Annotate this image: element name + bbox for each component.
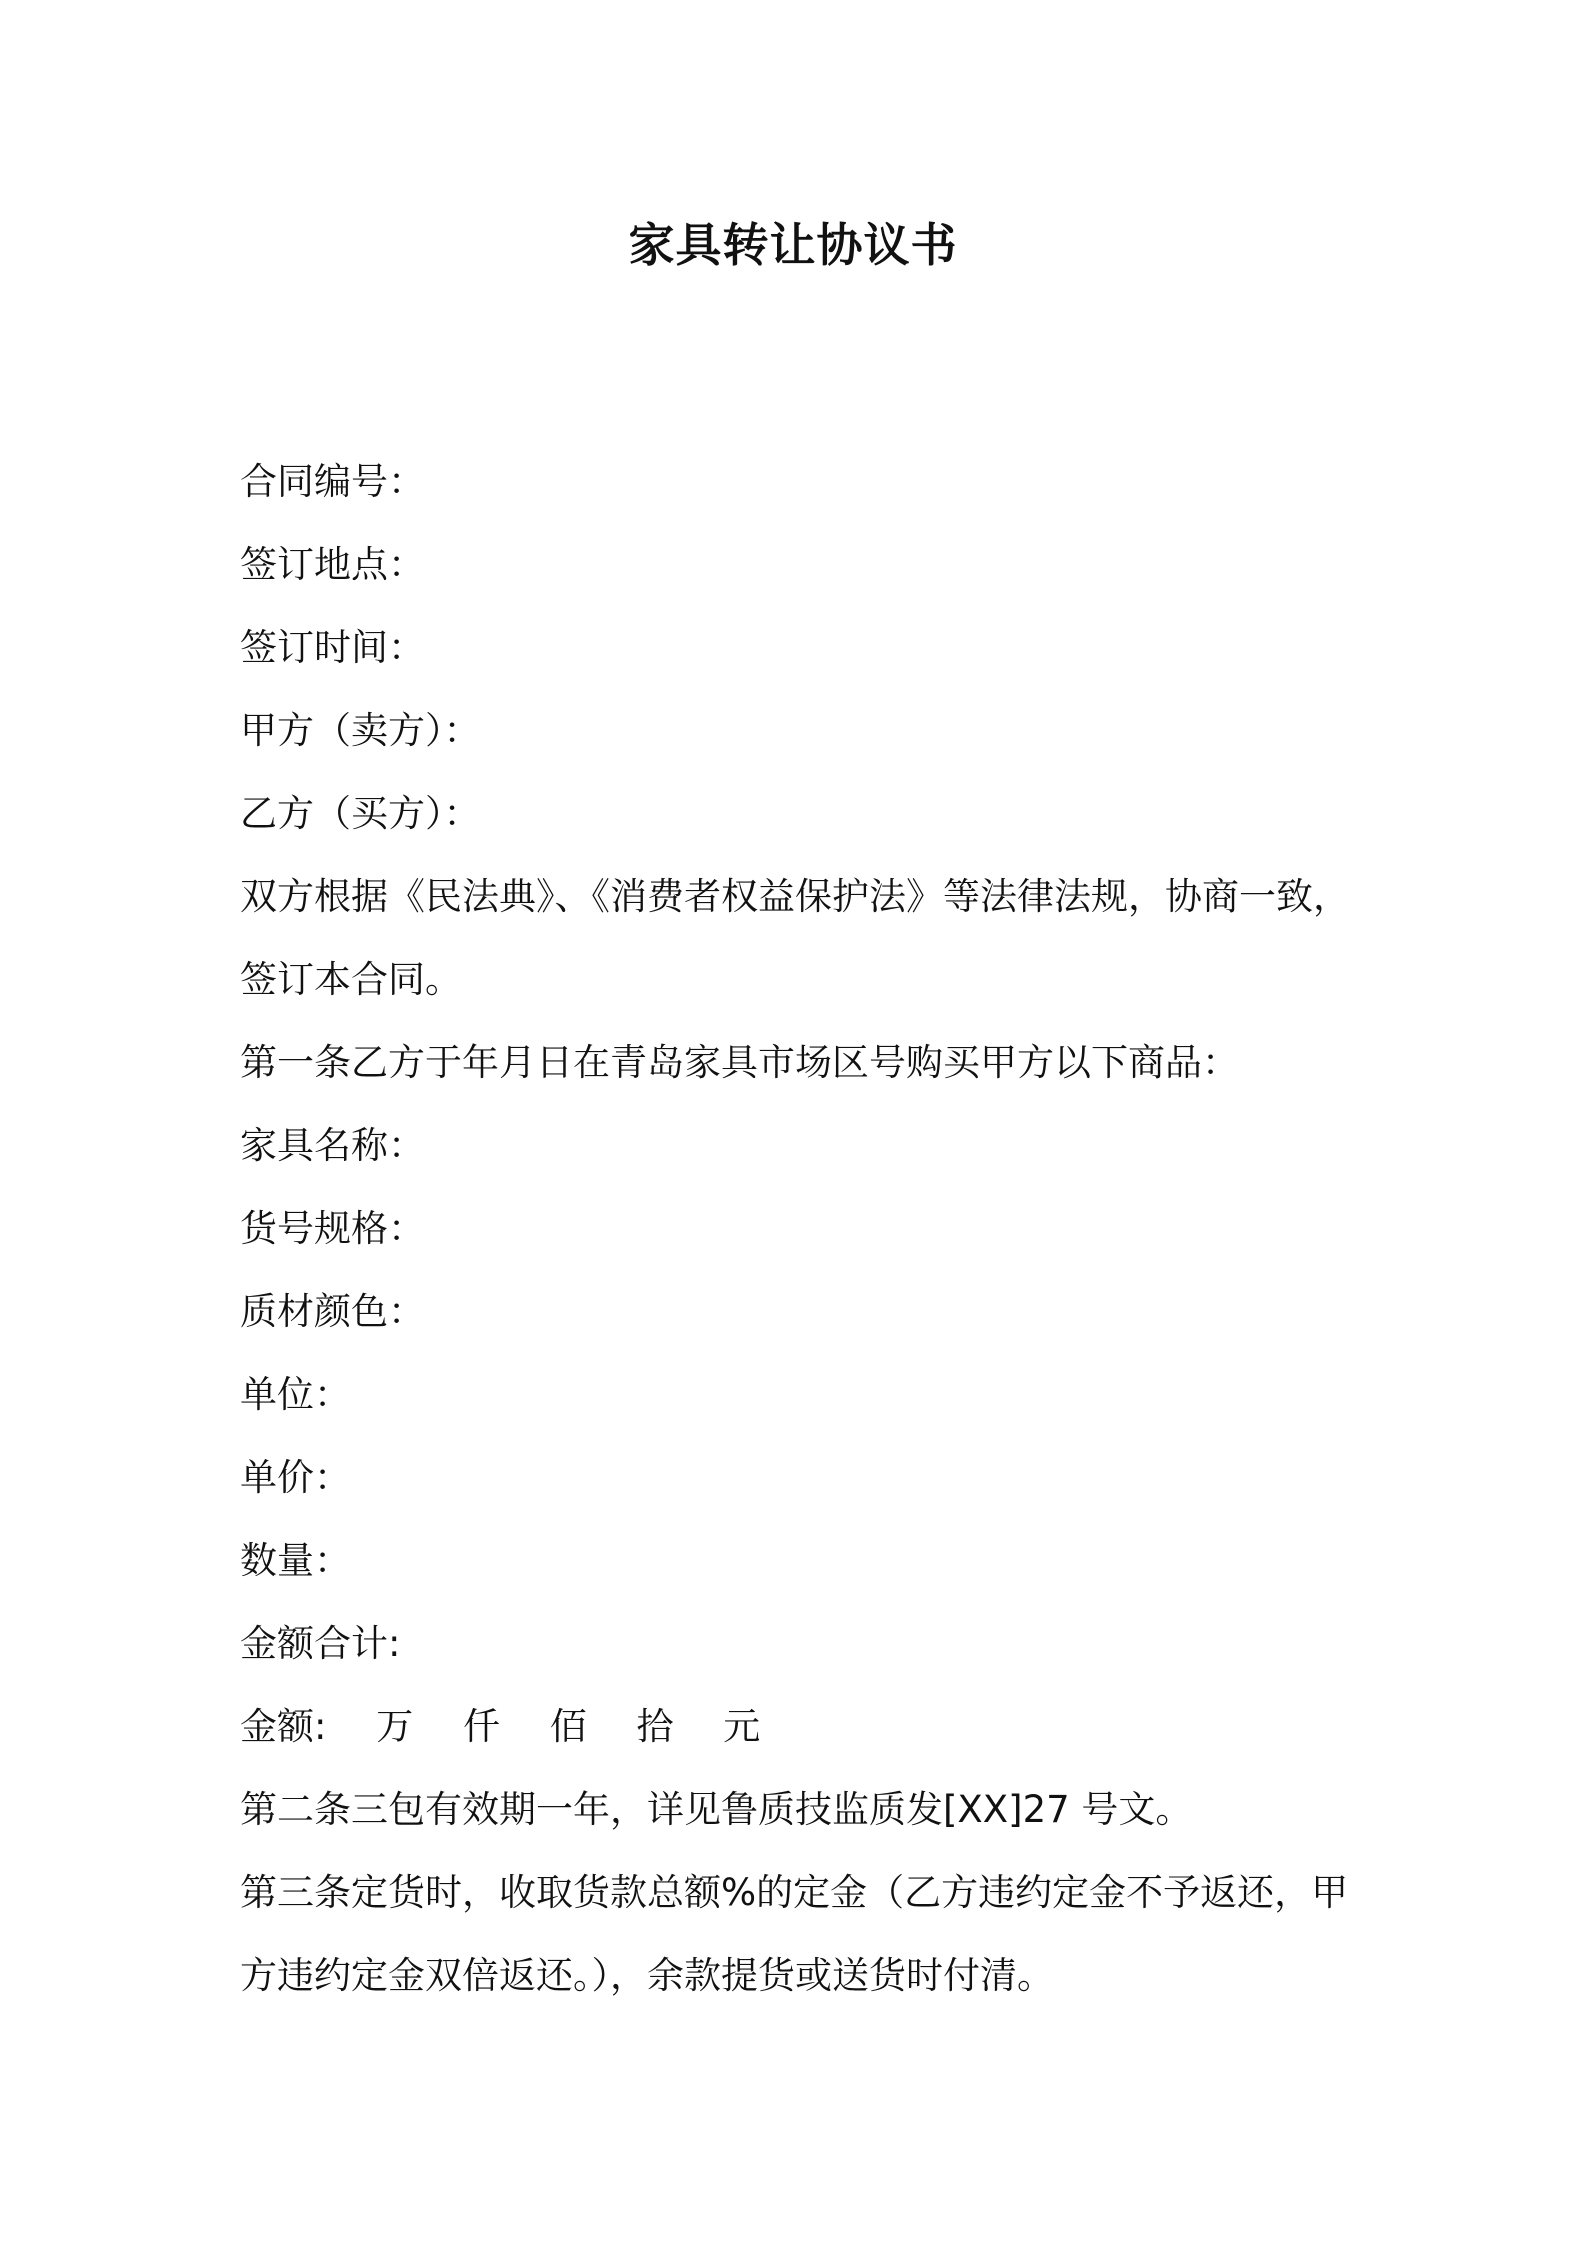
amount-unit-yuan: 元 (723, 1705, 761, 1748)
total-amount-line: 金额合计: (240, 1622, 401, 1665)
amount-in-words-line (240, 1685, 1370, 1768)
preamble-line-1: 双方根据《民法典》、《消费者权益保护法》等法律法规，协商一致， (240, 875, 1350, 918)
amount-unit-wan: 万 (376, 1705, 414, 1748)
amount-unit-qian: 仟 (463, 1705, 500, 1748)
furniture-name-line: 家具名称： (240, 1124, 425, 1167)
material-color-line: 质材颜色： (240, 1290, 425, 1333)
article-3-line-2: 方违约定金双倍返还。），余款提货或送货时付清。 (240, 1954, 1054, 1997)
unit-price-line: 单价： (240, 1456, 351, 1499)
article-2-line: 第二条三包有效期一年，详见鲁质技监质发[XX]27 号文。 (240, 1788, 1193, 1831)
party-b-line: 乙方（买方）： (240, 792, 481, 835)
amount-unit-shi: 拾 (636, 1705, 674, 1748)
party-a-line: 甲方（卖方）： (240, 709, 481, 752)
contract-number-line: 合同编号： (240, 460, 425, 503)
preamble-line-2: 签订本合同。 (240, 958, 462, 1001)
document-body (240, 440, 1370, 2017)
document-title: 家具转让协议书 (628, 218, 958, 272)
signing-place-line: 签订地点： (240, 543, 425, 586)
article-1-line: 第一条乙方于年月日在青岛家具市场区号购买甲方以下商品： (240, 1041, 1239, 1084)
unit-line: 单位： (240, 1373, 351, 1416)
signing-time-line: 签订时间： (240, 626, 425, 669)
amount-label: 金额: (240, 1705, 327, 1748)
amount-unit-bai: 佰 (549, 1705, 587, 1748)
item-spec-line: 货号规格： (240, 1207, 425, 1250)
quantity-line: 数量： (240, 1539, 351, 1582)
article-3-line-1: 第三条定货时，收取货款总额%的定金（乙方违约定金不予返还，甲 (240, 1871, 1349, 1914)
